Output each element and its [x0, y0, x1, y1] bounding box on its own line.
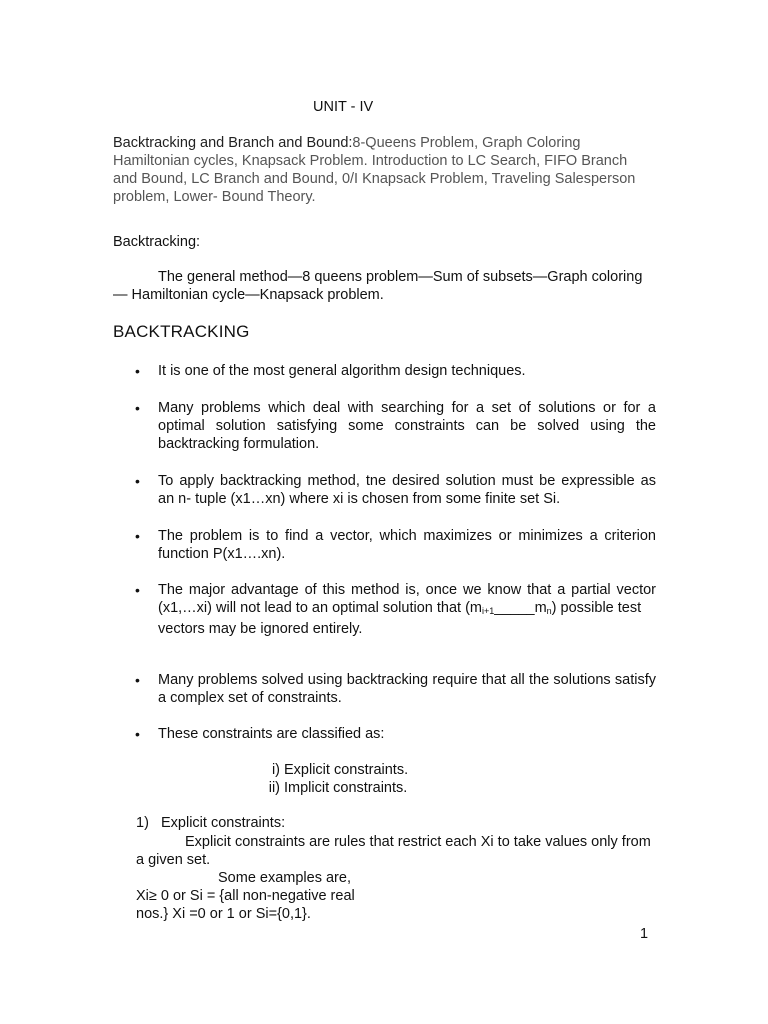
general-method-content: The general method—8 queens problem—Sum of subsets—Graph coloring— Hamiltonian cycle—Knapsack problem. — [113, 269, 643, 303]
intro-topics: 8-Queens Problem, Graph Coloring Hamiltonian cycles, Knapsack Problem. Introduction to LC Search, FIFO Branch and Bound, LC Branch and Bound, 0/I Knapsack Problem, Traveling Salesperson problem, Lower- Bound Theory. — [113, 135, 636, 205]
section-heading: BACKTRACKING — [113, 322, 250, 341]
intro-lead: Backtracking and Branch and Bound: — [113, 135, 353, 151]
backtracking-label: Backtracking: — [113, 234, 201, 250]
general-method-text — [113, 268, 653, 304]
page-number: 1 — [640, 926, 649, 942]
document-page: UNIT - IV Backtracking and Branch and Bound:8-Queens Problem, Graph Coloring Hamiltonian cycles, Knapsack Problem. Introduction to LC Search, FIFO Branch and Bound, LC Branch and Bound, 0/I Knapsack Problem, Traveling Salesperson problem, Lower- Bound Theory. Backtracking: The general method—8 queens problem—Sum of subsets—Graph coloring— Hamiltonian cycle—Knapsack problem. BACKTRACKING • It is one of the most general algorithm design techniques. • Many problems which deal with searching for a set of solutions or for a optimal solution satisfying some constraints can be solved using the backtracking formulation. • To apply backtracking method, tne desired solution must be expressible as an n- tuple (x1…xn) where xi is chosen from some finite set Si. • The problem is to find a vector, which maximizes or minimizes a criterion function P(x1….xn). • The major advantage of this method is, once we know that a partial vector (x1,…xi) will not lead to an optimal solution that $(m_{i+1}\_\_\_\_\_m_n)$ possible test vectors may be ignored entirely. • Many problems solved using backtracking require that all the solutions satisfy a complex set of constraints. • These constraints are classified as: i) Explicit constraints. ii) Implicit constraints. 1) Explicit constraints: Explicit constraints are rules that restrict each Xi to take values only from a given set. Some examples are, Xi≥ 0 or Si = {all non-negative real nos.} Xi =0 or 1 or Si={0,1}. 1 — [113, 99, 656, 942]
advantage-text: The major advantage of this method is, once we know that a partial vector (x1,…xi) will not lead to an optimal solution that $(m_{i+1}\_\_\_\_\_m_n)$ possible test vectors may be ignored entirely. — [158, 582, 656, 637]
constraint-item: ii) Implicit constraints. — [268, 780, 408, 796]
explicit-constraints-text: Explicit constraints are rules that restrict each Xi to take values only from a given set. — [136, 834, 651, 868]
unit-intro — [113, 134, 653, 206]
unit-title: UNIT - IV — [313, 99, 374, 115]
explicit-constraints-heading: 1) Explicit constraints: — [136, 815, 286, 831]
examples-block: Some examples are, Xi≥ 0 or Si = {all non-negative real nos.} Xi =0 or 1 or Si={0,1}. — [136, 870, 355, 922]
constraint-item: i) Explicit constraints. — [271, 762, 409, 778]
